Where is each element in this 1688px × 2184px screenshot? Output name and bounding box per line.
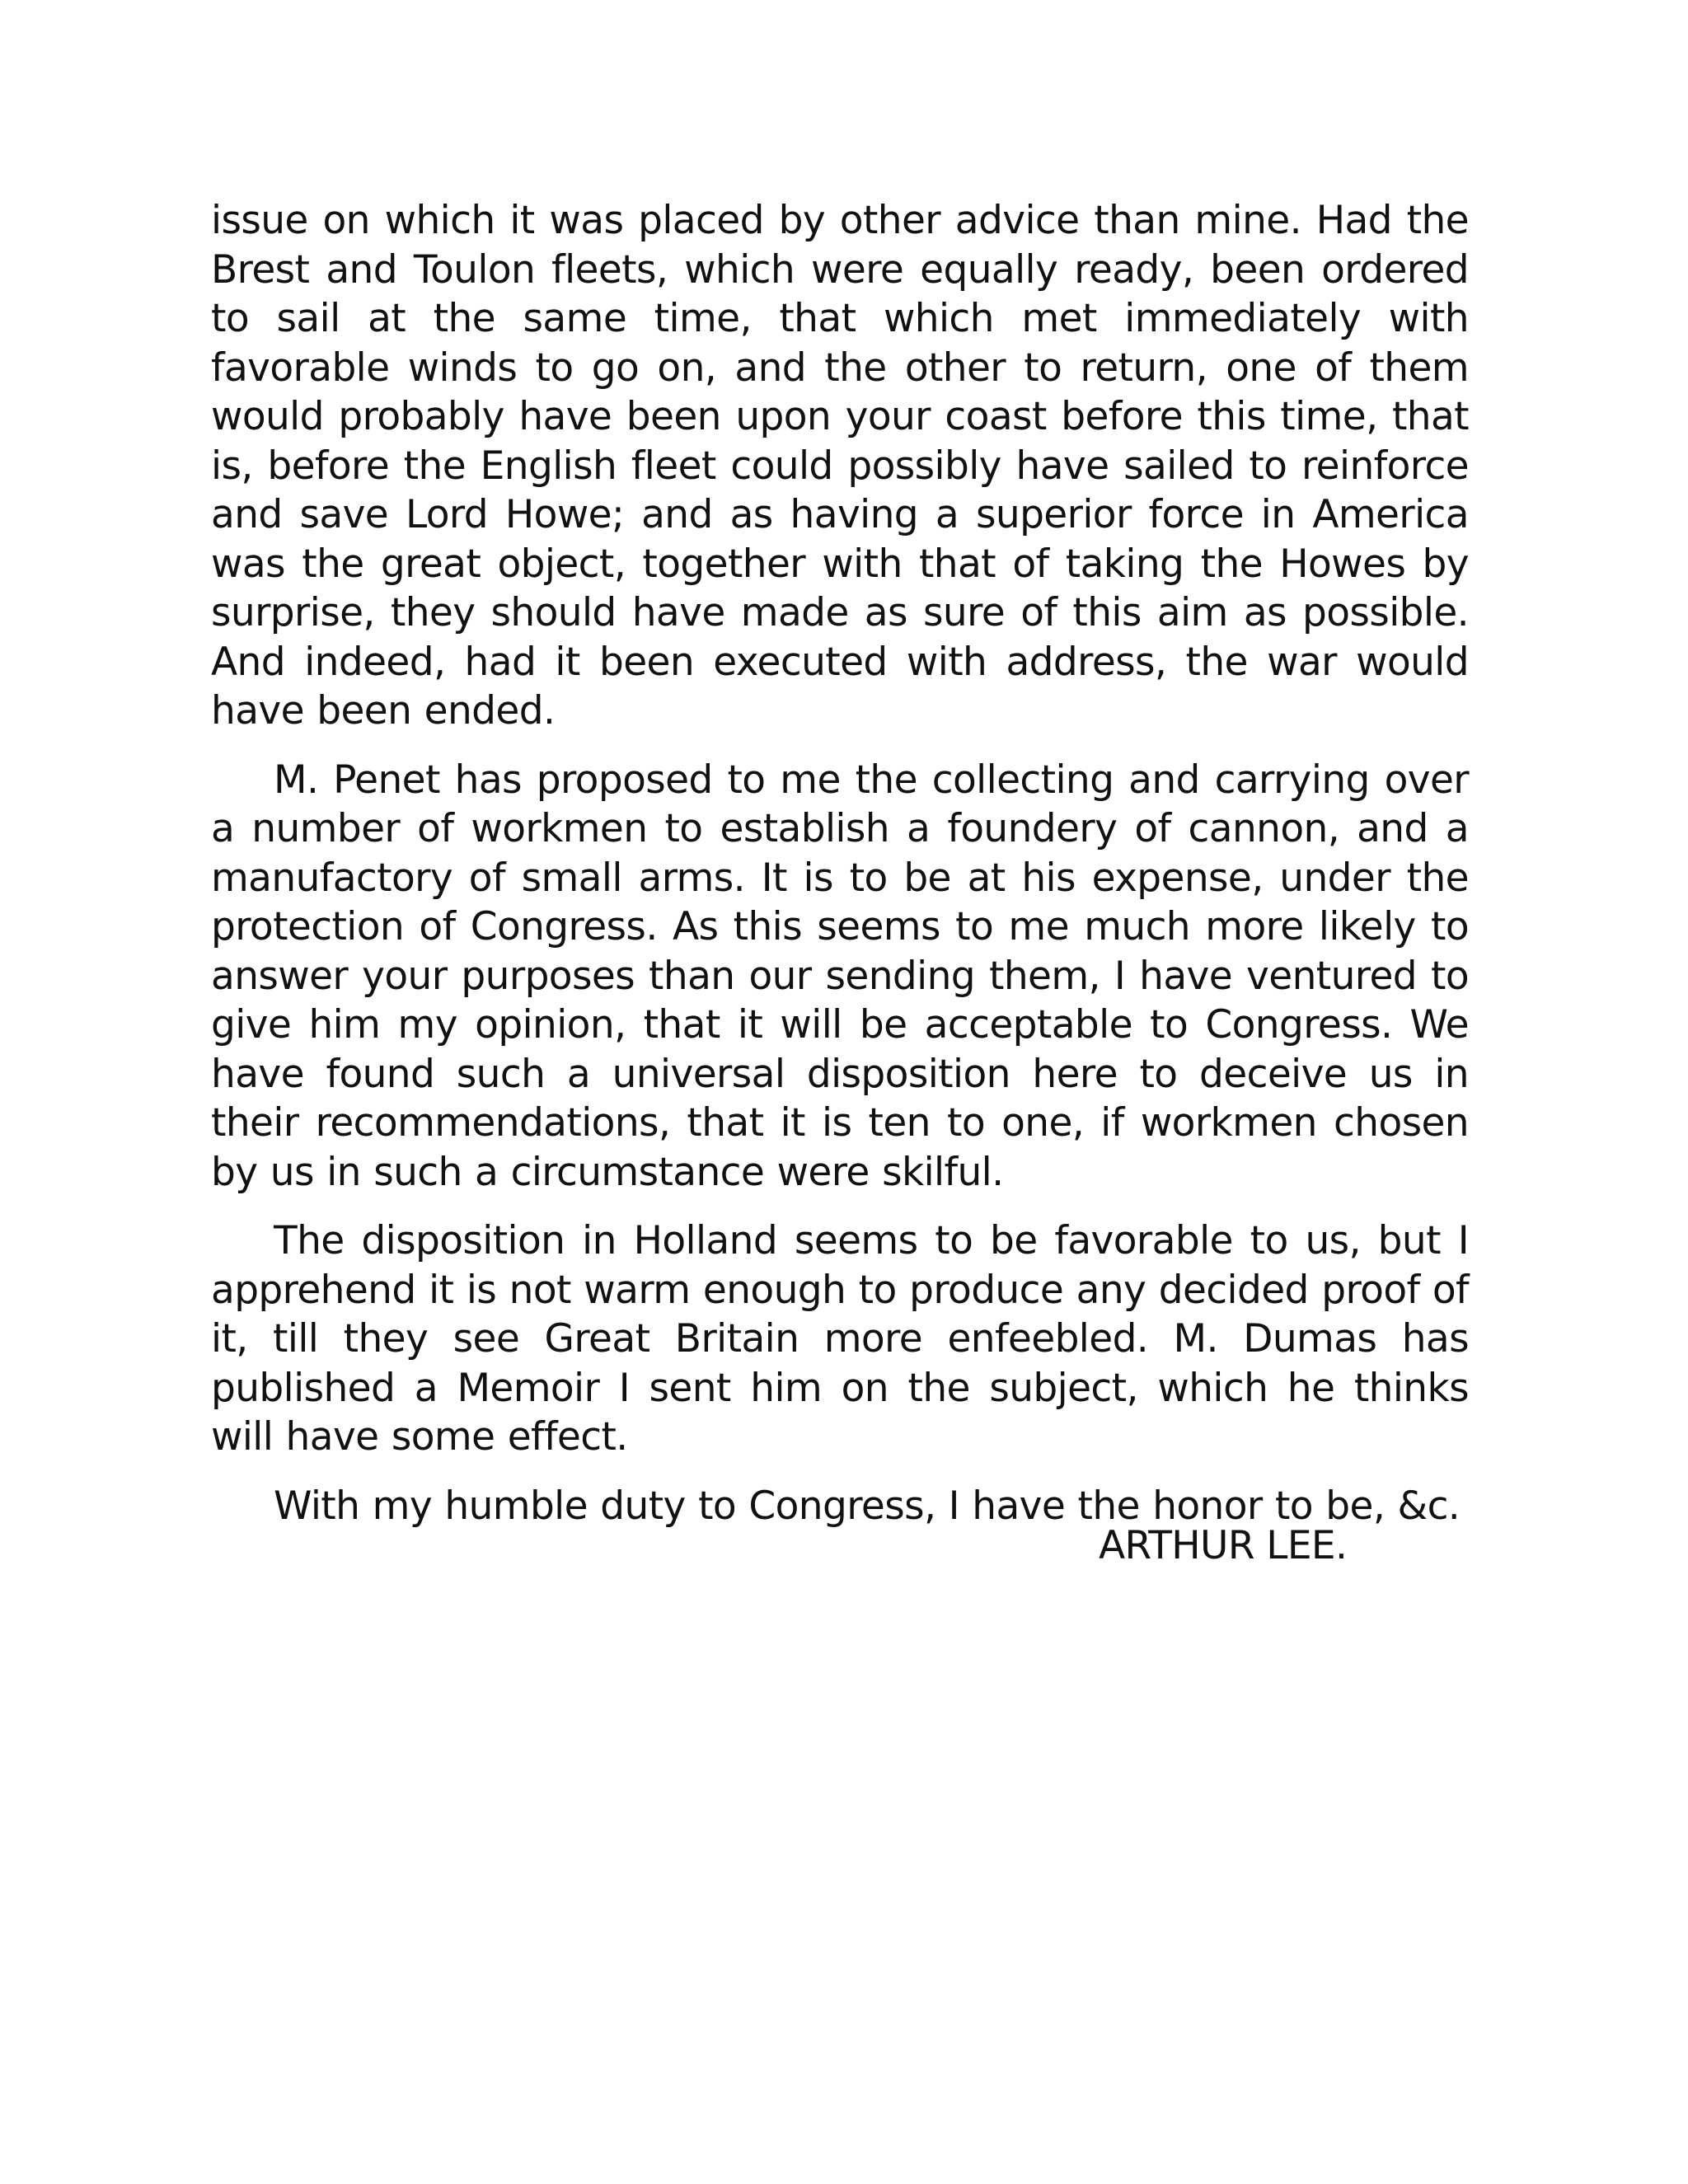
closing-line: With my humble duty to Congress, I have the honor to be, &c. (274, 1483, 1461, 1529)
paragraph-continuation: issue on which it was placed by other advice than mine. Had the Brest and Toulon fleets, which were equally ready, been ordered to sail at the same time, that which met immediately with favorable winds to go on, and the other to return, one of them would probably have been upon your coast before this time, that is, before the English fleet could possibly have sailed to reinforce and save Lord Howe; and as having a superior force in America was the great object, together with that of taking the Howes by surprise, they should have made as sure of this aim as possible. And indeed, had it been executed with address, the war would have been ended. (211, 198, 1469, 733)
letter-body (211, 196, 1469, 1537)
paragraph-penet-workmen: M. Penet has proposed to me the collecting and carrying over a number of workmen to establish a foundery of cannon, and a manufactory of small arms. It is to be at his expense, under the protection of Congress. As this seems to me much more likely to answer your purposes than our sending them, I have ventured to give him my opinion, that it will be acceptable to Congress. We have found such a universal disposition here to deceive us in their recommendations, that it is ten to one, if workmen chosen by us in such a circumstance were skilful. (211, 757, 1469, 1195)
signature: ARTHUR LEE. (1099, 1523, 1348, 1568)
paragraph-holland-disposition: The disposition in Holland seems to be favorable to us, but I apprehend it is not warm enough to produce any decided proof of it, till they see Great Britain more enfeebled. M. Dumas has published a Memoir I sent him on the subject, which he thinks will have some effect. (211, 1218, 1469, 1460)
